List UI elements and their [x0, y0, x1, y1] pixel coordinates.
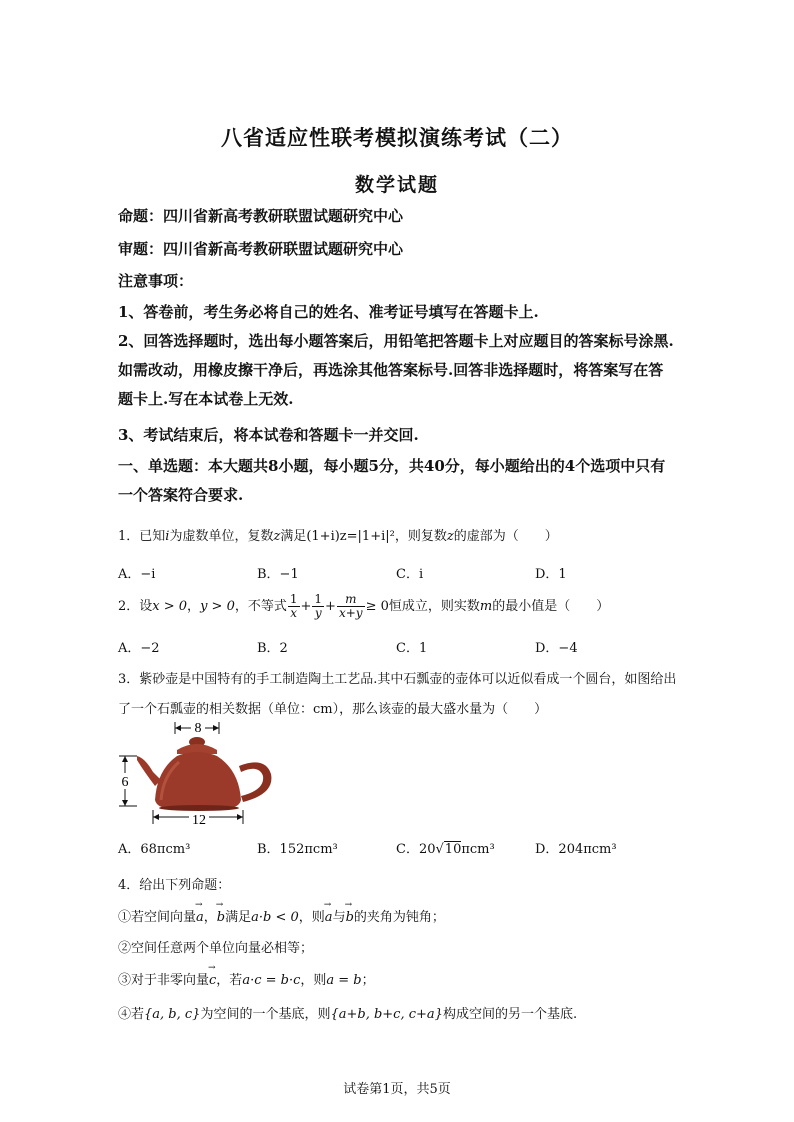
q3-option-b: B．152πcm³ — [257, 842, 338, 857]
arrow-head — [175, 725, 181, 731]
q3-option-c-label: C． — [396, 842, 419, 857]
q2-f1-num: 1 — [289, 592, 298, 606]
q2-option-c: C．1 — [396, 641, 428, 656]
q2-option-a: A．−2 — [118, 641, 160, 656]
q1-text: 的虚部为（ ） — [453, 529, 558, 544]
q4-formula: a·b < 0 — [251, 910, 299, 925]
q1-option-a: A．−i — [118, 567, 156, 582]
q2-text: ， — [187, 599, 201, 614]
q2-f2-den: y — [314, 606, 322, 620]
question-2 — [118, 593, 609, 620]
q3-option-a: A．68πcm³ — [118, 842, 191, 857]
page-footer: 试卷第1页，共5页 — [343, 1082, 451, 1097]
q1-i: i — [165, 529, 170, 544]
arrow-head — [122, 800, 128, 806]
vector-a: → a — [196, 910, 204, 925]
q1-z: z — [446, 529, 454, 544]
q3-option-c-coef: 20 — [418, 842, 436, 857]
section-1-heading: 一、单选题：本大题共8小题，每小题5分，共40分，每小题给出的4个选项中只有一个答案符合要求. — [118, 457, 666, 504]
question-3: 3．紫砂壶是中国特有的手工制造陶土工艺品.其中石瓢壶的壶体可以近似看成一个圆台，如图给出了一个石瓢壶的相关数据（单位：cm），那么该壶的最大盛水量为（ ） — [118, 672, 677, 717]
q4-text: 为空间的一个基底，则 — [200, 1007, 331, 1022]
q1-text: 为虚数单位，复数 — [169, 529, 274, 544]
q2-plus: + — [325, 599, 336, 614]
q2-f3-num: m — [337, 593, 365, 607]
arrow-head — [213, 725, 219, 731]
q2-text: 恒成立，则实数 — [388, 599, 480, 614]
author-line: 命题：四川省新高考教研联盟试题研究中心 — [118, 207, 404, 225]
q4-text: ， — [203, 910, 217, 925]
q2-text: 的最小值是（ ） — [492, 599, 610, 614]
vector-b: → b — [346, 910, 354, 925]
q1-z: z — [273, 529, 281, 544]
teapot-figure — [115, 720, 295, 832]
vector-c: → c — [209, 973, 216, 988]
q1-option-c: C．i — [396, 567, 424, 582]
q2-condition-y: y > 0 — [200, 599, 235, 614]
q2-fraction-1 — [288, 593, 300, 620]
question-1 — [118, 525, 558, 544]
q4-new-basis: {a+b, b+c, c+a} — [330, 1007, 443, 1022]
notice-item-1: 1、答卷前，考生务必将自己的姓名、准考证号填写在答题卡上. — [118, 303, 539, 321]
q4-text: ，则 — [300, 973, 327, 988]
question-4-intro: 4．给出下列命题： — [118, 878, 231, 893]
q2-option-d: D．−4 — [535, 641, 578, 656]
q4-text: 与 — [332, 910, 346, 925]
teapot-handle — [239, 762, 271, 802]
q1-option-d: D．1 — [535, 567, 567, 582]
q2-fraction-3 — [337, 593, 365, 620]
top-dimension-label: 8 — [194, 721, 202, 736]
q1-formula: (1+i)z=|1+i|² — [306, 529, 395, 544]
arrow-head — [237, 814, 243, 820]
q4-text: ③对于非零向量 — [118, 973, 210, 988]
q4-text: ，若 — [216, 973, 243, 988]
q2-option-b: B．2 — [257, 641, 288, 656]
reviewer-line: 审题：四川省新高考教研联盟试题研究中心 — [118, 240, 404, 258]
vector-b: → b — [217, 910, 225, 925]
notice-heading: 注意事项： — [118, 272, 194, 290]
vector-a: → a — [325, 910, 333, 925]
q2-condition-x: x > 0 — [152, 599, 188, 614]
q4-basis: {a, b, c} — [144, 1007, 201, 1022]
teapot-base — [159, 805, 239, 811]
exam-title: 八省适应性联考模拟演练考试（二） — [221, 125, 573, 150]
q2-m: m — [479, 599, 493, 614]
teapot-spout — [137, 756, 161, 786]
teapot-body — [155, 752, 241, 808]
q2-text: 2．设 — [118, 599, 153, 614]
q1-text: 满足 — [280, 529, 307, 544]
q4-statement-3 — [118, 969, 375, 988]
q2-f1-den: x — [290, 606, 298, 620]
q2-inequality: ≥ 0 — [365, 599, 389, 614]
q4-text: 的夹角为钝角； — [353, 910, 445, 925]
q4-text: ①若空间向量 — [118, 910, 197, 925]
q4-text: ； — [361, 973, 375, 988]
q1-text: ，则复数 — [394, 529, 447, 544]
exam-subtitle: 数学试题 — [354, 174, 439, 196]
q1-option-b: B．−1 — [257, 567, 299, 582]
arrow-head — [122, 756, 128, 762]
q4-statement-2: ②空间任意两个单位向量必相等； — [118, 941, 314, 956]
q3-option-c-radicand: 10 — [444, 842, 462, 857]
q4-formula: a·c = b·c — [242, 973, 301, 988]
q4-text: 满足 — [225, 910, 252, 925]
notice-item-2: 2、回答选择题时，选出每小题答案后，用铅笔把答题卡上对应题目的答案标号涂黑.如需改动，用橡皮擦干净后，再选涂其他答案标号.回答非选择题时，将答案写在答题卡上.写在本试卷上无效. — [118, 332, 674, 408]
q2-f3-den: x+y — [338, 606, 363, 620]
q2-f2-num: 1 — [314, 592, 323, 606]
bottom-dimension-label: 12 — [192, 813, 206, 828]
q4-text: ，则 — [298, 910, 325, 925]
q4-formula: a = b — [326, 973, 362, 988]
q3-option-c-unit: πcm³ — [461, 842, 495, 857]
q3-option-d: D．204πcm³ — [535, 842, 617, 857]
notice-item-3: 3、考试结束后，将本试卷和答题卡一并交回. — [118, 426, 419, 444]
q2-text: ，不等式 — [234, 599, 287, 614]
q2-plus: + — [300, 599, 312, 614]
q1-text: 1．已知 — [118, 529, 166, 544]
q4-text: ④若 — [118, 1007, 145, 1022]
q4-statement-1 — [118, 906, 445, 925]
height-dimension-label: 6 — [121, 775, 129, 790]
q3-option-c: C．20√10πcm³ — [396, 842, 495, 857]
q4-text: 构成空间的另一个基底. — [442, 1007, 578, 1022]
q4-statement-4 — [118, 1003, 577, 1022]
q2-fraction-2 — [312, 593, 324, 620]
arrow-head — [153, 814, 159, 820]
